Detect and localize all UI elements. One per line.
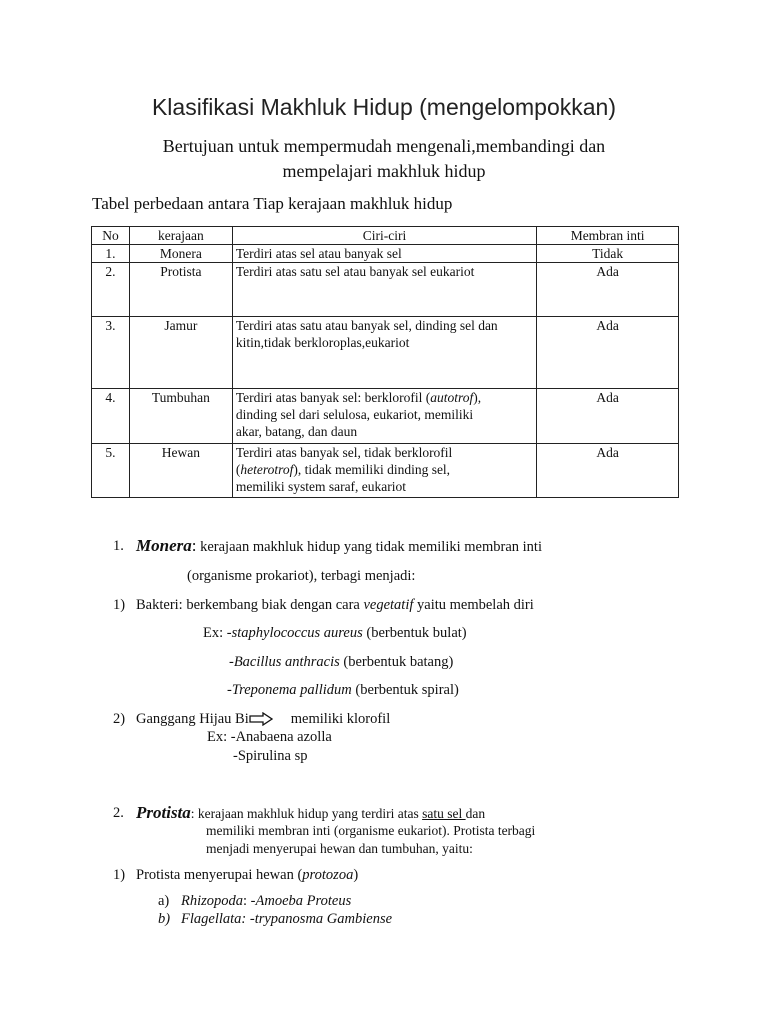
cell-ciri — [232, 317, 536, 389]
ciri-line: Terdiri atas satu atau banyak sel, dinding sel dan — [235, 318, 498, 333]
monera-desc-line-1: kerajaan makhluk hidup yang tidak memiliki membran inti — [196, 539, 542, 555]
example-prefix: Ex: - — [203, 625, 232, 641]
header-no: No — [92, 227, 130, 245]
cell-membran: Ada — [537, 317, 679, 389]
cell-ciri: Terdiri atas sel atau banyak sel — [232, 245, 536, 263]
cell-no: 5. — [92, 444, 130, 498]
header-membran: Membran inti — [537, 227, 679, 245]
example-line — [229, 654, 453, 671]
table-row — [92, 444, 679, 498]
species-name: -Bacillus anthracis — [229, 654, 340, 670]
ciri-line: memiliki system saraf, eukariot — [235, 479, 407, 494]
ciri-text: ), tidak memiliki dinding sel, — [293, 462, 451, 477]
protista-desc-line-3: menjadi menyerupai hewan dan tumbuhan, yaitu: — [206, 841, 473, 856]
table-row — [92, 263, 679, 317]
monera-number: 1. — [113, 538, 124, 554]
sub-item-b — [181, 911, 392, 928]
header-ciri: Ciri-ciri — [232, 227, 536, 245]
example-line: -Spirulina sp — [233, 748, 308, 764]
monera-heading — [136, 536, 542, 556]
ciri-line: kitin,tidak berkloroplas,eukariot — [235, 335, 410, 350]
protista-item-1-number: 1) — [113, 867, 126, 883]
right-arrow-icon — [249, 712, 273, 726]
ciri-text: ), — [473, 390, 482, 405]
cell-no: 2. — [92, 263, 130, 317]
ciri-italic: heterotrof — [240, 462, 294, 477]
monera-item-2-number: 2) — [113, 711, 126, 727]
ciri-italic: autotrof — [430, 390, 474, 405]
sub-item-label: a) — [158, 893, 170, 909]
item-text: Protista menyerupai hewan ( — [136, 867, 303, 883]
protista-desc: dan — [465, 806, 486, 821]
item-italic: protozoa — [302, 867, 354, 883]
example-line — [203, 625, 467, 642]
cell-ciri — [232, 389, 536, 444]
cell-kerajaan: Protista — [129, 263, 232, 317]
subtitle-line-2: mempelajari makhluk hidup — [282, 161, 486, 181]
monera-item-1 — [136, 597, 534, 614]
cell-kerajaan: Jamur — [129, 317, 232, 389]
table-row — [92, 245, 679, 263]
example-line — [227, 682, 459, 699]
monera-item-2 — [136, 711, 390, 728]
species-name: Flagellata: -trypanosma Gambiense — [181, 911, 393, 927]
item-italic: vegetatif — [363, 597, 414, 613]
example-shape: (berbentuk spiral) — [351, 682, 459, 698]
protista-number: 2. — [113, 805, 124, 821]
item-text: Bakteri: berkembang biak dengan cara — [136, 597, 364, 613]
table-caption: Tabel perbedaan antara Tiap kerajaan makhluk hidup — [92, 194, 453, 213]
example-shape: (berbentuk batang) — [339, 654, 454, 670]
subtitle-line-1: Bertujuan untuk mempermudah mengenali,membandingi dan — [162, 136, 606, 156]
cell-membran: Ada — [537, 389, 679, 444]
monera-name: Monera — [136, 536, 192, 555]
underlined-text: satu sel — [422, 806, 466, 821]
example-shape: (berbentuk bulat) — [362, 625, 467, 641]
species-name: staphylococcus aureus — [231, 625, 363, 641]
table-header-row — [92, 227, 679, 245]
cell-kerajaan: Monera — [129, 245, 232, 263]
ciri-line: dinding sel dari selulosa, eukariot, memiliki — [235, 407, 474, 422]
monera-item-1-number: 1) — [113, 597, 126, 613]
ciri-line: akar, batang, dan daun — [235, 424, 358, 439]
cell-no: 4. — [92, 389, 130, 444]
protista-item-1 — [136, 867, 358, 884]
cell-ciri — [232, 444, 536, 498]
cell-kerajaan: Hewan — [129, 444, 232, 498]
cell-membran: Ada — [537, 263, 679, 317]
table-row — [92, 389, 679, 444]
cell-ciri: Terdiri atas satu sel atau banyak sel eukariot — [232, 263, 536, 317]
page-title: Klasifikasi Makhluk Hidup (mengelompokkan) — [151, 94, 617, 120]
monera-colon: : — [191, 536, 197, 555]
ciri-line: Terdiri atas banyak sel, tidak berklorofil — [235, 445, 453, 460]
species-name: -Treponema pallidum — [227, 682, 352, 698]
table-row — [92, 317, 679, 389]
group-name: Rhizopoda — [181, 893, 244, 909]
sub-item-label: b) — [158, 911, 171, 927]
cell-no: 1. — [92, 245, 130, 263]
cell-no: 3. — [92, 317, 130, 389]
species-name: Amoeba Proteus — [255, 893, 352, 909]
item-text: Ganggang Hijau Bi — [136, 711, 249, 727]
ciri-text: ( — [235, 462, 241, 477]
header-kerajaan: kerajaan — [129, 227, 232, 245]
monera-desc-line-2: (organisme prokariot), terbagi menjadi: — [187, 568, 416, 584]
protista-desc: : kerajaan makhluk hidup yang terdiri atas — [190, 806, 423, 821]
kingdom-table — [91, 226, 679, 498]
protista-heading — [136, 803, 485, 823]
cell-membran: Ada — [537, 444, 679, 498]
item-text: ) — [353, 867, 359, 883]
cell-membran: Tidak — [537, 245, 679, 263]
item-text: : - — [243, 893, 256, 909]
cell-kerajaan: Tumbuhan — [129, 389, 232, 444]
ciri-text: Terdiri atas banyak sel: berklorofil ( — [235, 390, 431, 405]
protista-name: Protista — [136, 803, 191, 822]
item-text: yaitu membelah diri — [413, 597, 534, 613]
example-line: Ex: -Anabaena azolla — [207, 729, 332, 745]
protista-desc-line-2: memiliki membran inti (organisme eukariot). Protista terbagi — [206, 823, 536, 838]
item-text: memiliki klorofil — [290, 711, 391, 727]
sub-item-a — [181, 893, 351, 910]
